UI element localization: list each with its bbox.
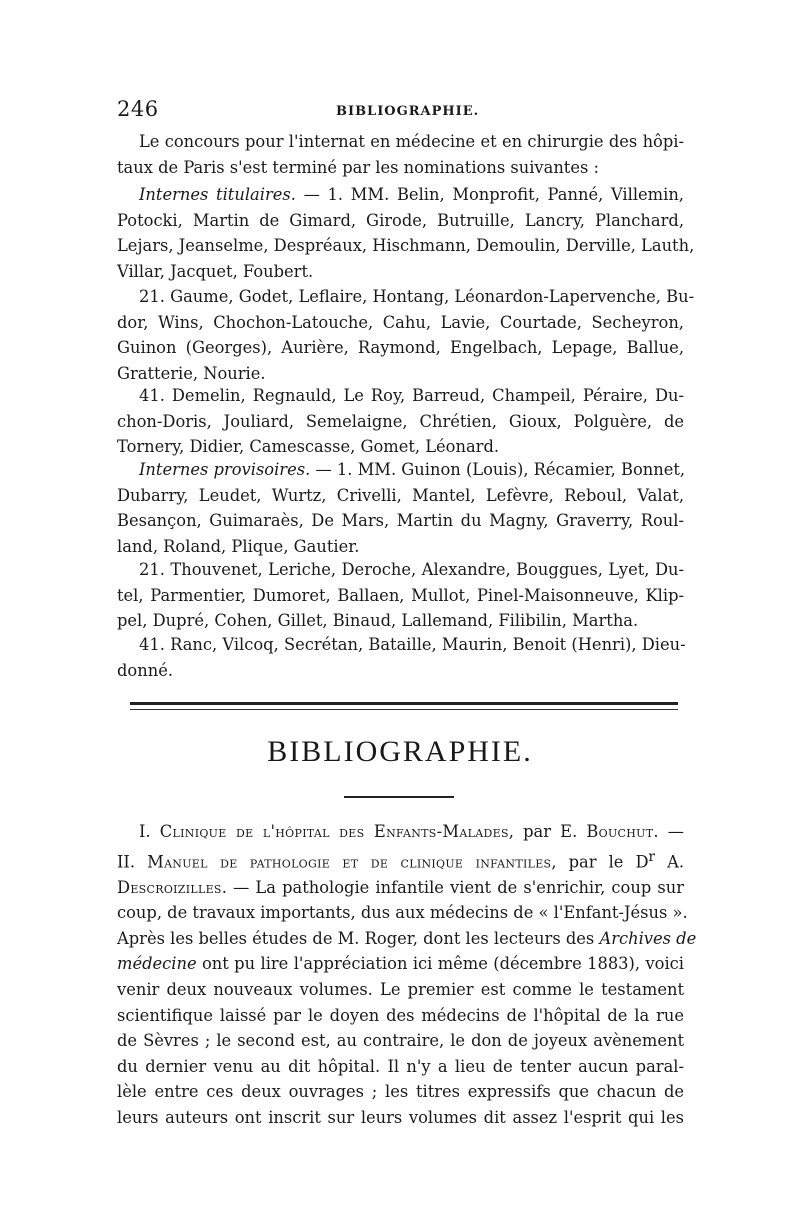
title-underline (344, 796, 454, 798)
text-line: Dubarry, Leudet, Wurtz, Crivelli, Mantel, Lefèvre, Reboul, Valat, (117, 485, 684, 505)
text-line: de Sèvres ; le second est, au contraire, le don de joyeux avènement (117, 1031, 684, 1051)
text-run: — 1. MM. Belin, Monprofit, Panné, Villemin, (295, 185, 684, 204)
text-run: I. (139, 822, 160, 841)
section-divider-thin (130, 709, 678, 710)
text-line: Gratterie, Nourie. (117, 363, 266, 383)
text-run: . — (653, 822, 684, 841)
section-title: BIBLIOGRAPHIE. (267, 735, 533, 768)
text-run: — 1. MM. Guinon (Louis), Récamier, Bonnet, (310, 460, 686, 479)
author-bouchut: Bouchut (586, 822, 654, 841)
text-line (117, 926, 697, 952)
text-line: 41. Demelin, Regnauld, Le Roy, Barreud, Champeil, Péraire, Du- (139, 386, 684, 405)
internes-titulaires-paragraph (117, 182, 695, 284)
titulaires-41-paragraph (117, 383, 684, 460)
text-line (117, 819, 684, 845)
text-line: du dernier venu au dit hôpital. Il n'y a lieu de tenter aucun paral- (117, 1056, 684, 1076)
text-line: coup, de travaux importants, dus aux médecins de « l'Enfant-Jésus ». (117, 903, 688, 923)
text-run: Après les belles études de M. Roger, dont les lecteurs des (117, 928, 600, 948)
author-descroizilles: Descroizilles (117, 877, 222, 897)
text-line: Besançon, Guimaraès, De Mars, Martin du Magny, Graverry, Roul- (117, 511, 684, 531)
text-line: venir deux nouveaux volumes. Le premier est comme le testament (117, 979, 684, 999)
page-number: 246 (117, 97, 159, 121)
text-line: tel, Parmentier, Dumoret, Ballaen, Mullot, Pinel-Maisonneuve, Klip- (117, 585, 684, 605)
text-run: II. (117, 852, 148, 872)
text-line: Guinon (Georges), Aurière, Raymond, Engelbach, Lepage, Ballue, (117, 338, 684, 358)
text-line: lèle entre ces deux ouvrages ; les titres expressifs que chacun de (117, 1082, 684, 1102)
text-line: 21. Thouvenet, Leriche, Deroche, Alexandre, Bouggues, Lyet, Du- (139, 560, 684, 579)
text-line: Tornery, Didier, Camescasse, Gomet, Léonard. (117, 437, 500, 457)
section-divider-thick (130, 702, 678, 705)
text-run: ont pu lire l'appréciation ici même (décembre 1883), voici (196, 954, 684, 974)
running-title: BIBLIOGRAPHIE. (336, 104, 480, 119)
journal-title: médecine (117, 954, 197, 974)
text-run: , par le D (551, 852, 649, 872)
text-line: Lejars, Jeanselme, Despréaux, Hischmann, Demoulin, Derville, Lauth, (117, 236, 695, 256)
text-line (117, 457, 684, 483)
text-run: A. (655, 852, 685, 872)
provisoires-label: Internes provisoires. (139, 460, 311, 479)
text-line: dor, Wins, Chochon-Latouche, Cahu, Lavie, Courtade, Secheyron, (117, 312, 684, 332)
text-line: Villar, Jacquet, Foubert. (117, 261, 314, 281)
text-run: . — La pathologie infantile vient de s'enrichir, coup sur (221, 877, 684, 897)
text-line: Le concours pour l'internat en médecine et en chirurgie des hôpi- (139, 132, 684, 151)
text-line: 21. Gaume, Godet, Leflaire, Hontang, Léonardon-Lapervenche, Bu- (139, 287, 695, 306)
text-line: Potocki, Martin de Gimard, Girode, Butruille, Lancry, Planchard, (117, 210, 684, 230)
text-line: land, Roland, Plique, Gautier. (117, 536, 360, 556)
text-line (117, 182, 684, 208)
text-line (117, 845, 684, 875)
text-line: scientifique laissé par le doyen des médecins de l'hôpital de la rue (117, 1005, 684, 1025)
titulaires-21-paragraph (117, 284, 695, 386)
text-run: , par E. (508, 822, 587, 841)
titulaires-label: Internes titulaires. (139, 185, 296, 204)
text-line: 41. Ranc, Vilcoq, Secrétan, Bataille, Maurin, Benoit (Henri), Dieu- (139, 635, 686, 654)
text-line: taux de Paris s'est terminé par les nominations suivantes : (117, 157, 600, 177)
book-title-2: Manuel de pathologie et de clinique infantiles (147, 852, 552, 872)
text-line (117, 951, 684, 977)
text-line: donné. (117, 660, 174, 680)
provisoires-41-paragraph (117, 632, 684, 683)
text-line: leurs auteurs ont inscrit sur leurs volumes dit assez l'esprit qui les (117, 1107, 684, 1127)
text-line (117, 875, 684, 901)
review-paragraph (117, 819, 697, 1131)
text-line: chon-Doris, Jouliard, Semelaigne, Chrétien, Gioux, Polguère, de (117, 411, 684, 431)
journal-title: Archives de (599, 928, 697, 948)
provisoires-21-paragraph (117, 557, 684, 634)
internes-provisoires-paragraph (117, 457, 684, 559)
nominations-intro (117, 129, 684, 180)
book-title-1: Clinique de l'hôpital des Enfants-Malades (159, 822, 509, 841)
superscript: r (648, 848, 656, 865)
text-line: pel, Dupré, Cohen, Gillet, Binaud, Lallemand, Filibilin, Martha. (117, 611, 639, 631)
